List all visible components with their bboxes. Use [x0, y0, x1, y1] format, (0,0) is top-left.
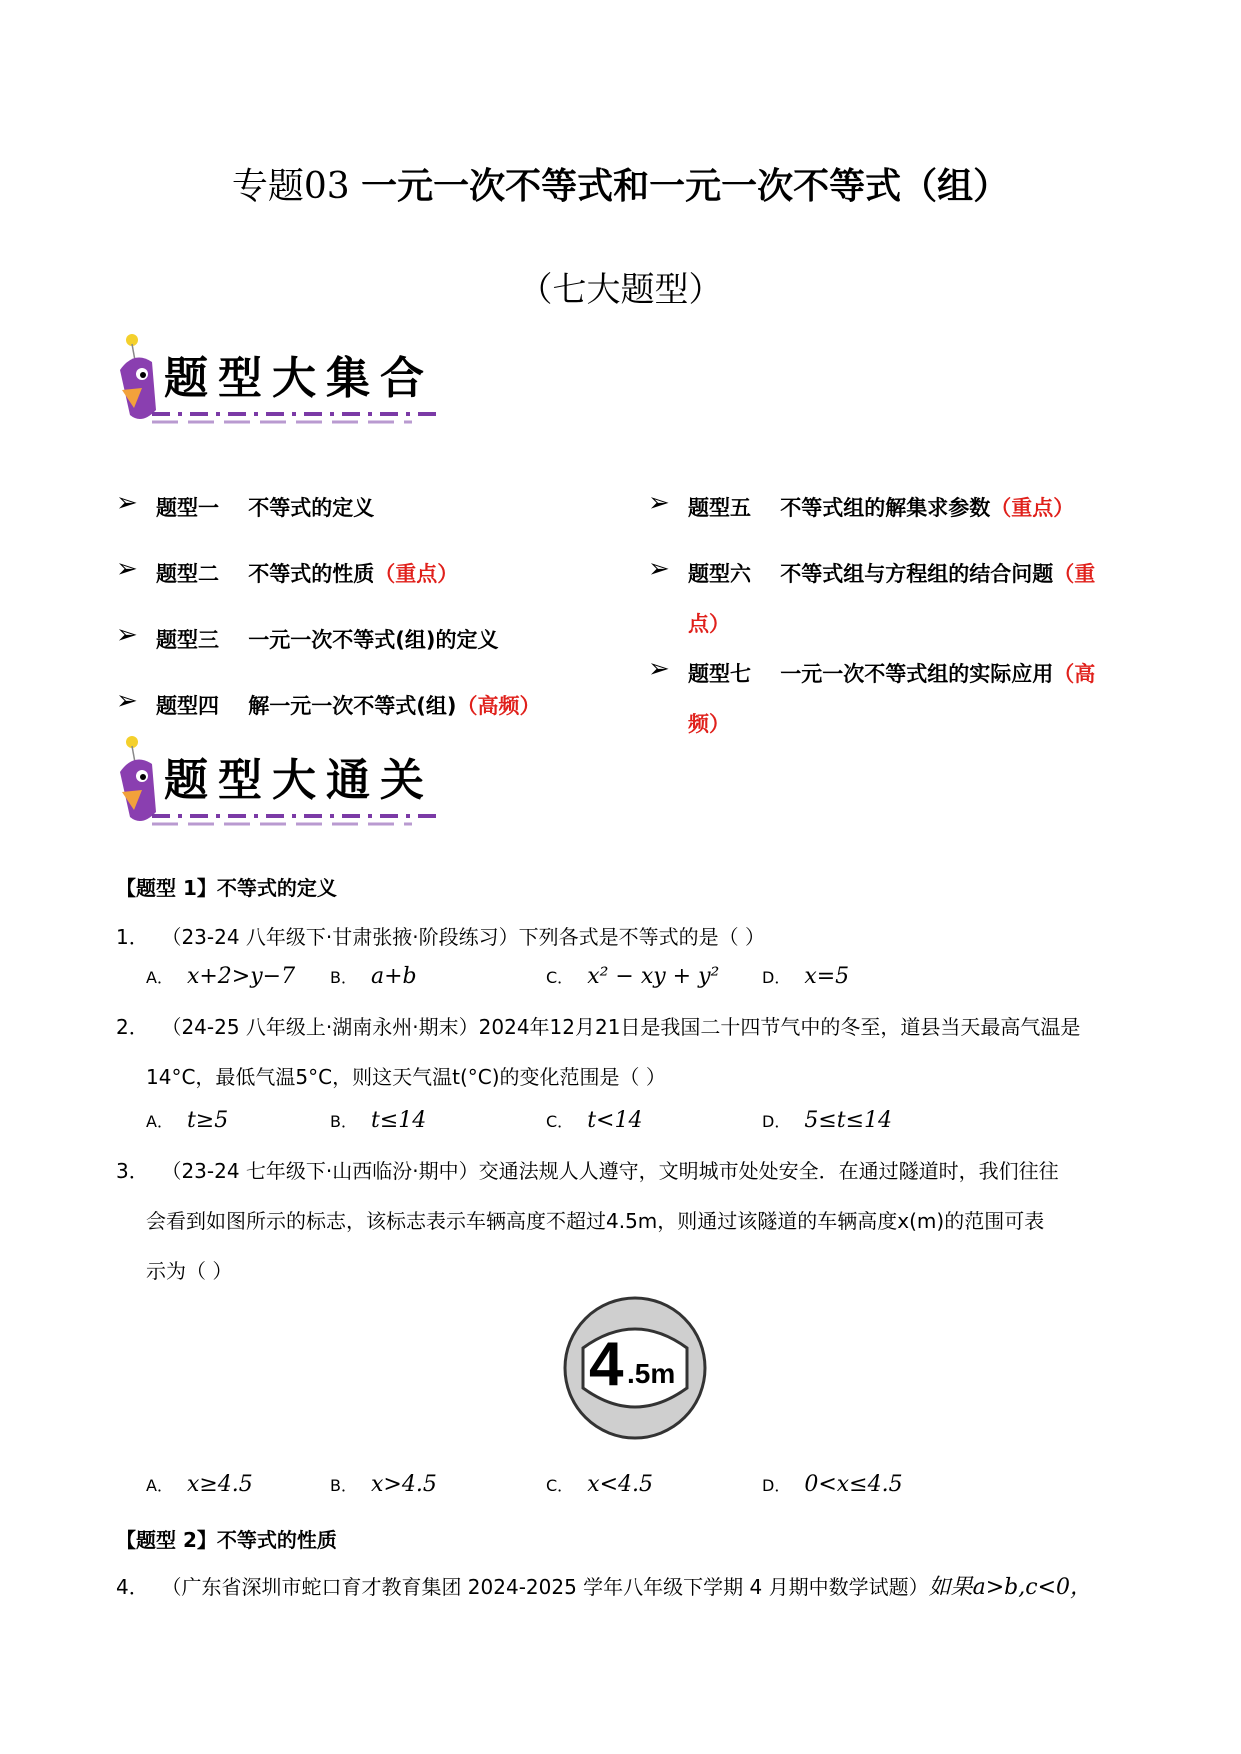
- question-source: （广东省深圳市蛇口育才教育集团 2024-2025 学年八年级下学期 4 月期中数学试题）: [161, 1575, 929, 1599]
- option-value: 0<x≤4.5: [804, 1472, 903, 1497]
- topic-text: 解一元一次不等式(组): [248, 694, 457, 718]
- topic-item-3: [116, 620, 656, 654]
- option-value: x>4.5: [370, 1472, 437, 1497]
- topic-item-1: [116, 488, 656, 522]
- topic-tag: （重点）: [990, 496, 1075, 520]
- option-label: C．: [546, 1476, 574, 1495]
- topic-text: 一元一次不等式组的实际应用: [780, 662, 1054, 686]
- title-prefix: 专题03: [231, 166, 350, 207]
- banner-title: 题型大集合: [164, 353, 434, 404]
- option-label: C．: [546, 1112, 574, 1131]
- option-value: x+2>y−7: [186, 964, 296, 989]
- arrow-icon: ➢: [116, 488, 138, 518]
- option-value: a+b: [370, 964, 417, 989]
- topic-item-4: [116, 686, 656, 720]
- question-3: [116, 1156, 1059, 1186]
- topic-label: 题型五: [688, 496, 751, 520]
- section-heading-2: 【题型 2】不等式的性质: [116, 1528, 337, 1552]
- question-3-line2: 会看到如图所示的标志，该标志表示车辆高度不超过4.5m，则通过该隧道的车辆高度x(m)的范围可表: [146, 1209, 1045, 1233]
- question-text: 下列各式是不等式的是（ ）: [518, 925, 765, 949]
- banner-title: 题型大通关: [164, 755, 434, 806]
- title-main: 一元一次不等式和一元一次不等式（组）: [361, 166, 1010, 207]
- topic-text: 不等式的定义: [248, 496, 375, 520]
- option-a[interactable]: [146, 1108, 228, 1133]
- question-text-line1: 2024年12月21日是我国二十四节气中的冬至，道县当天最高气温是: [478, 1015, 1081, 1039]
- option-label: A．: [146, 1112, 173, 1131]
- topic-tag: （高频）: [456, 694, 541, 718]
- section-heading-1: 【题型 1】不等式的定义: [116, 876, 337, 900]
- option-d[interactable]: [762, 1108, 892, 1133]
- option-value: t≤14: [370, 1108, 427, 1133]
- option-value: 5≤t≤14: [804, 1108, 893, 1133]
- topic-label: 题型六: [688, 562, 751, 586]
- option-value: x² − xy + y²: [587, 964, 720, 989]
- question-2-line2: 14°C，最低气温5°C，则这天气温t(°C)的变化范围是（ ）: [146, 1065, 666, 1089]
- question-number: 4．: [116, 1575, 149, 1599]
- option-c[interactable]: [546, 964, 719, 989]
- question-2: [116, 1012, 1080, 1042]
- topic-item-7: [648, 654, 1208, 738]
- option-a[interactable]: [146, 964, 295, 989]
- arrow-icon: ➢: [116, 554, 138, 584]
- option-a[interactable]: [146, 1472, 253, 1497]
- option-label: B．: [330, 968, 357, 987]
- topic-tag-continued: 点）: [688, 612, 730, 636]
- topic-label: 题型三: [156, 628, 219, 652]
- question-source: （24-25 八年级上·湖南永州·期末）: [161, 1015, 479, 1039]
- topic-tag-continued: 频）: [688, 712, 730, 736]
- option-value: t<14: [587, 1108, 643, 1133]
- question-source: （23-24 八年级下·甘肃张掖·阶段练习）: [161, 925, 519, 949]
- question-4: [116, 1572, 1092, 1603]
- topic-tag: （重点）: [374, 562, 459, 586]
- question-3-line3: 示为（ ）: [146, 1259, 233, 1283]
- option-label: A．: [146, 968, 173, 987]
- option-c[interactable]: [546, 1108, 642, 1133]
- option-value: x<4.5: [587, 1472, 654, 1497]
- question-text: 如果a>b,c<0，: [928, 1575, 1093, 1600]
- option-label: D．: [762, 968, 791, 987]
- page-subtitle: （七大题型）: [518, 270, 723, 310]
- topic-text: 一元一次不等式(组)的定义: [248, 628, 499, 652]
- option-label: D．: [762, 1476, 791, 1495]
- topic-label: 题型四: [156, 694, 219, 718]
- banner-topic-practice: [112, 732, 462, 842]
- option-label: B．: [330, 1112, 357, 1131]
- arrow-icon: ➢: [116, 686, 138, 716]
- topic-label: 题型一: [156, 496, 219, 520]
- option-b[interactable]: [330, 1108, 426, 1133]
- question-number: 1．: [116, 925, 149, 949]
- question-number: 3．: [116, 1159, 149, 1183]
- option-value: x≥4.5: [186, 1472, 253, 1497]
- option-label: D．: [762, 1112, 791, 1131]
- option-label: B．: [330, 1476, 357, 1495]
- option-b[interactable]: [330, 964, 417, 989]
- topic-item-2: [116, 554, 656, 588]
- option-value: t≥5: [186, 1108, 229, 1133]
- question-text-line1: （23-24 七年级下·山西临汾·期中）交通法规人人遵守，文明城市处处安全．在通过隧道时，我们往往: [161, 1159, 1059, 1183]
- arrow-icon: ➢: [648, 488, 670, 518]
- question-1: [116, 922, 765, 952]
- question-number: 2．: [116, 1015, 149, 1039]
- arrow-icon: ➢: [116, 620, 138, 650]
- option-label: A．: [146, 1476, 173, 1495]
- topic-item-5: [648, 488, 1208, 522]
- arrow-icon: ➢: [648, 554, 670, 584]
- option-d[interactable]: [762, 964, 849, 989]
- topic-text: 不等式组与方程组的结合问题: [780, 562, 1054, 586]
- option-value: x=5: [804, 964, 850, 989]
- topic-label: 题型七: [688, 662, 751, 686]
- arrow-icon: ➢: [648, 654, 670, 684]
- height-limit-sign: [561, 1294, 709, 1442]
- topic-text: 不等式组的解集求参数: [780, 496, 991, 520]
- page-title: [0, 158, 1241, 209]
- option-c[interactable]: [546, 1472, 653, 1497]
- sign-text-big: 4: [589, 1330, 624, 1399]
- option-label: C．: [546, 968, 574, 987]
- sign-text-small: .5m: [627, 1358, 676, 1389]
- banner-topic-collection: [112, 330, 462, 440]
- topic-label: 题型二: [156, 562, 219, 586]
- option-b[interactable]: [330, 1472, 437, 1497]
- topic-item-6: [648, 554, 1208, 638]
- topic-tag: （重: [1053, 562, 1096, 586]
- topic-text: 不等式的性质: [248, 562, 375, 586]
- topic-tag: （高: [1053, 662, 1096, 686]
- option-d[interactable]: [762, 1472, 903, 1497]
